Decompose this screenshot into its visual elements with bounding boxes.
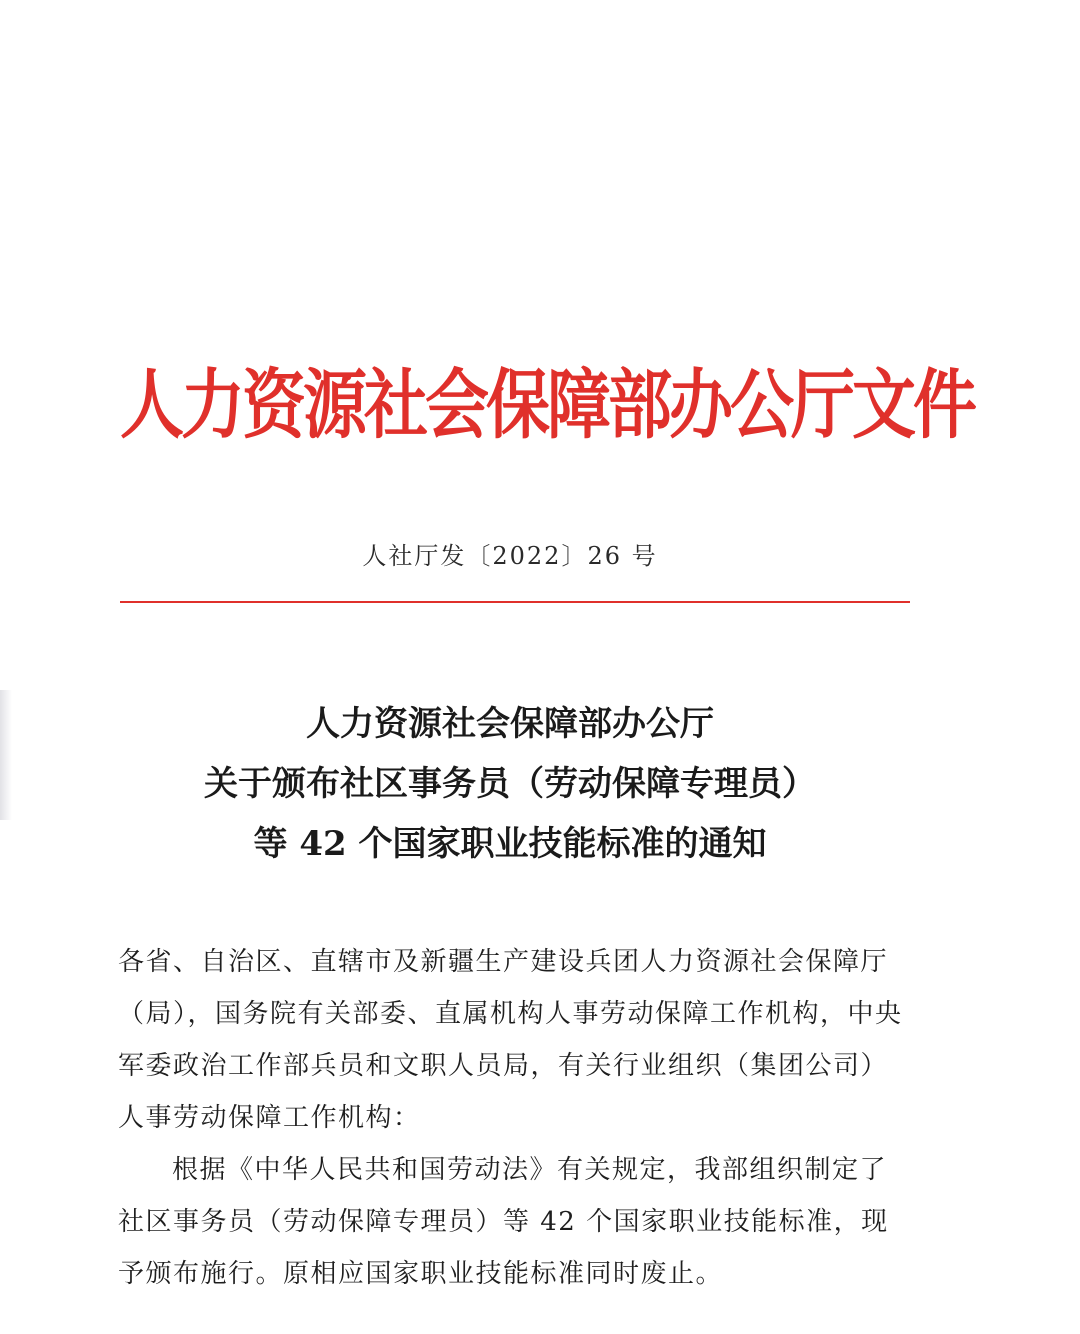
paragraph-line: 根据《中华人民共和国劳动法》有关规定，我部组织制定了 [172,1155,888,1185]
document-title [0,694,1020,874]
addressee-line: 各省、自治区、直辖市及新疆生产建设兵团人力资源社会保障厅 [118,947,889,977]
addressee-line: 人事劳动保障工作机构： [118,1103,421,1133]
title-line: 等 42 个国家职业技能标准的通知 [253,824,767,864]
issuer-banner: 人力资源社会保障部办公厅文件 [120,361,974,450]
document-number: 人社厅发〔2022〕26 号 [362,542,658,570]
addressee-line: （局），国务院有关部委、直属机构人事劳动保障工作机构，中央 [118,999,903,1029]
title-line: 人力资源社会保障部办公厅 [306,704,714,744]
title-line: 关于颁布社区事务员（劳动保障专理员） [204,764,816,804]
addressee-line: 军委政治工作部兵员和文职人员局，有关行业组织（集团公司） [118,1051,889,1081]
paragraph-line: 社区事务员（劳动保障专理员）等 42 个国家职业技能标准，现 [118,1207,889,1237]
document-body [118,936,918,1300]
paragraph-line: 予颁布施行。原相应国家职业技能标准同时废止。 [118,1259,724,1289]
red-divider [120,601,910,603]
